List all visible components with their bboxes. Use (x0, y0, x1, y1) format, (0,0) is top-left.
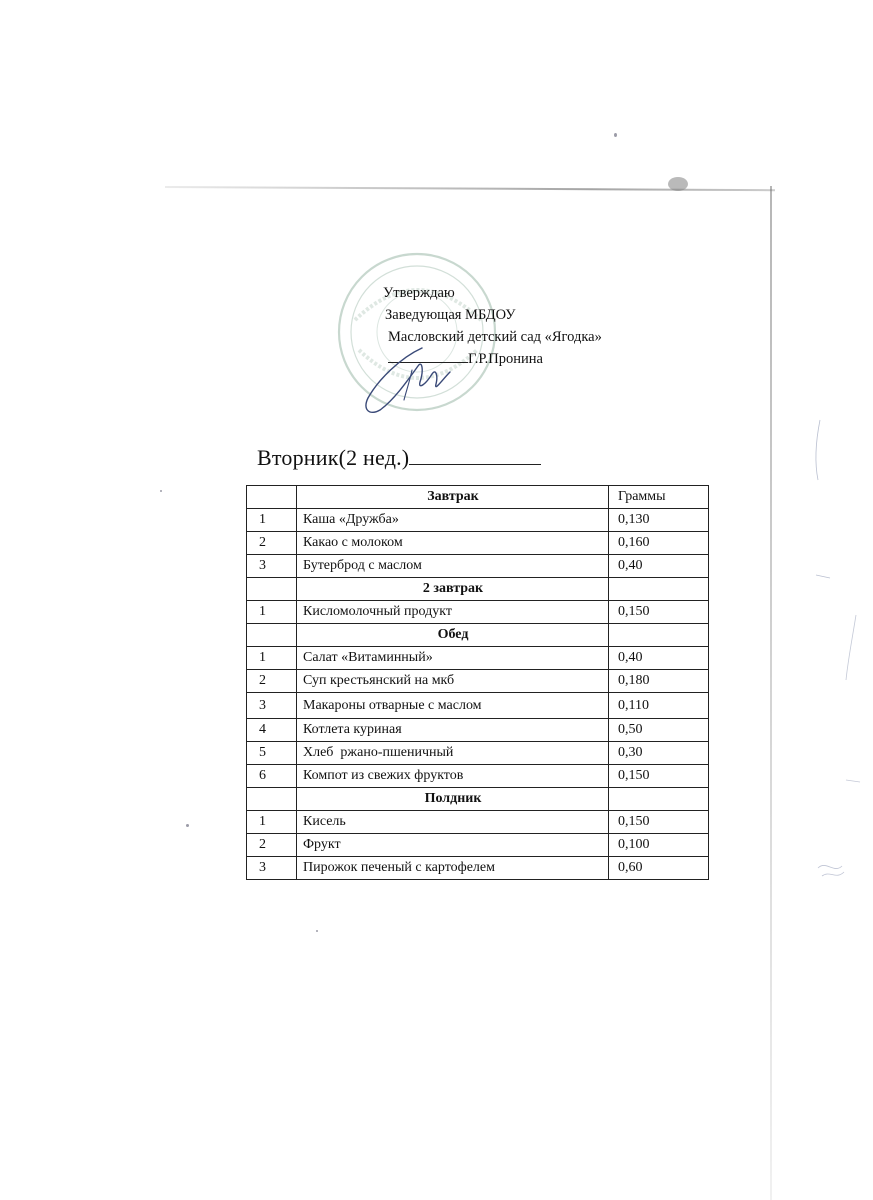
table-row (247, 834, 709, 857)
table-cell-grams (609, 578, 709, 601)
table-cell-num: 2 (247, 834, 297, 857)
approval-signatory: Г.Р.Пронина (468, 351, 543, 367)
table-cell-num (247, 486, 297, 509)
handwritten-signature (360, 340, 480, 420)
day-title-text: Вторник(2 нед.) (257, 445, 410, 470)
table-cell-grams: 0,40 (609, 647, 709, 670)
table-row (247, 811, 709, 834)
table-cell-dish: Кисломолочный продукт (297, 601, 609, 624)
table-cell-dish: Компот из свежих фруктов (297, 765, 609, 788)
table-row (247, 670, 709, 693)
table-cell-dish: Макароны отварные с маслом (297, 693, 609, 719)
table-cell-grams: 0,50 (609, 719, 709, 742)
scan-speck (186, 824, 189, 827)
table-row (247, 693, 709, 719)
table-cell-grams (609, 624, 709, 647)
table-row (247, 719, 709, 742)
table-cell-dish: Какао с молоком (297, 532, 609, 555)
table-cell-grams: 0,180 (609, 670, 709, 693)
table-row (247, 509, 709, 532)
table-cell-grams: 0,150 (609, 811, 709, 834)
approval-position: Заведующая МБДОУ (385, 307, 516, 323)
table-cell-num: 1 (247, 601, 297, 624)
table-cell-num: 2 (247, 670, 297, 693)
table-cell-dish: Пирожок печеный с картофелем (297, 857, 609, 880)
table-row (247, 857, 709, 880)
table-cell-num: 6 (247, 765, 297, 788)
table-cell-grams: 0,130 (609, 509, 709, 532)
table-row (247, 765, 709, 788)
table-cell-num: 1 (247, 509, 297, 532)
section-row-second-breakfast (247, 578, 709, 601)
table-row (247, 647, 709, 670)
table-cell-dish: Салат «Витаминный» (297, 647, 609, 670)
day-title (257, 444, 541, 471)
table-cell-num: 5 (247, 742, 297, 765)
table-cell-grams: 0,40 (609, 555, 709, 578)
table-cell-grams: 0,100 (609, 834, 709, 857)
margin-scan-marks (790, 400, 873, 920)
table-cell-dish: Каша «Дружба» (297, 509, 609, 532)
section-title-snack: Полдник (297, 788, 609, 811)
table-row (247, 532, 709, 555)
approval-word: Утверждаю (383, 285, 455, 301)
scan-page-edge-right (770, 186, 772, 1200)
table-cell-num: 1 (247, 647, 297, 670)
table-cell-dish: Бутерброд с маслом (297, 555, 609, 578)
section-title-breakfast: Завтрак (297, 486, 609, 509)
table-cell-num (247, 578, 297, 601)
table-cell-dish: Суп крестьянский на мкб (297, 670, 609, 693)
table-cell-num: 2 (247, 532, 297, 555)
table-row (247, 601, 709, 624)
section-title-lunch: Обед (297, 624, 609, 647)
section-row-snack (247, 788, 709, 811)
table-row (247, 742, 709, 765)
table-row (247, 555, 709, 578)
table-cell-num: 4 (247, 719, 297, 742)
table-cell-grams: 0,150 (609, 765, 709, 788)
section-title-second-breakfast: 2 завтрак (297, 578, 609, 601)
table-cell-grams: 0,150 (609, 601, 709, 624)
table-cell-grams: 0,60 (609, 857, 709, 880)
menu-table (246, 485, 709, 880)
scan-speck (316, 930, 318, 932)
table-cell-dish: Хлеб ржано-пшеничный (297, 742, 609, 765)
table-cell-dish: Кисель (297, 811, 609, 834)
scan-speck (614, 133, 617, 137)
table-cell-num: 1 (247, 811, 297, 834)
table-cell-num (247, 624, 297, 647)
table-cell-grams: 0,110 (609, 693, 709, 719)
approval-organization: Масловский детский сад «Ягодка» (388, 329, 602, 345)
scan-speck (160, 490, 162, 492)
title-blank-line (409, 444, 541, 465)
punch-hole-mark (668, 177, 688, 191)
table-header-row (247, 486, 709, 509)
table-cell-grams: 0,160 (609, 532, 709, 555)
table-cell-dish: Фрукт (297, 834, 609, 857)
table-cell-num (247, 788, 297, 811)
table-cell-num: 3 (247, 555, 297, 578)
table-cell-dish: Котлета куриная (297, 719, 609, 742)
table-cell-num: 3 (247, 857, 297, 880)
table-cell-grams: 0,30 (609, 742, 709, 765)
table-cell-grams (609, 788, 709, 811)
column-header-grams: Граммы (609, 486, 709, 509)
section-row-lunch (247, 624, 709, 647)
table-cell-num: 3 (247, 693, 297, 719)
